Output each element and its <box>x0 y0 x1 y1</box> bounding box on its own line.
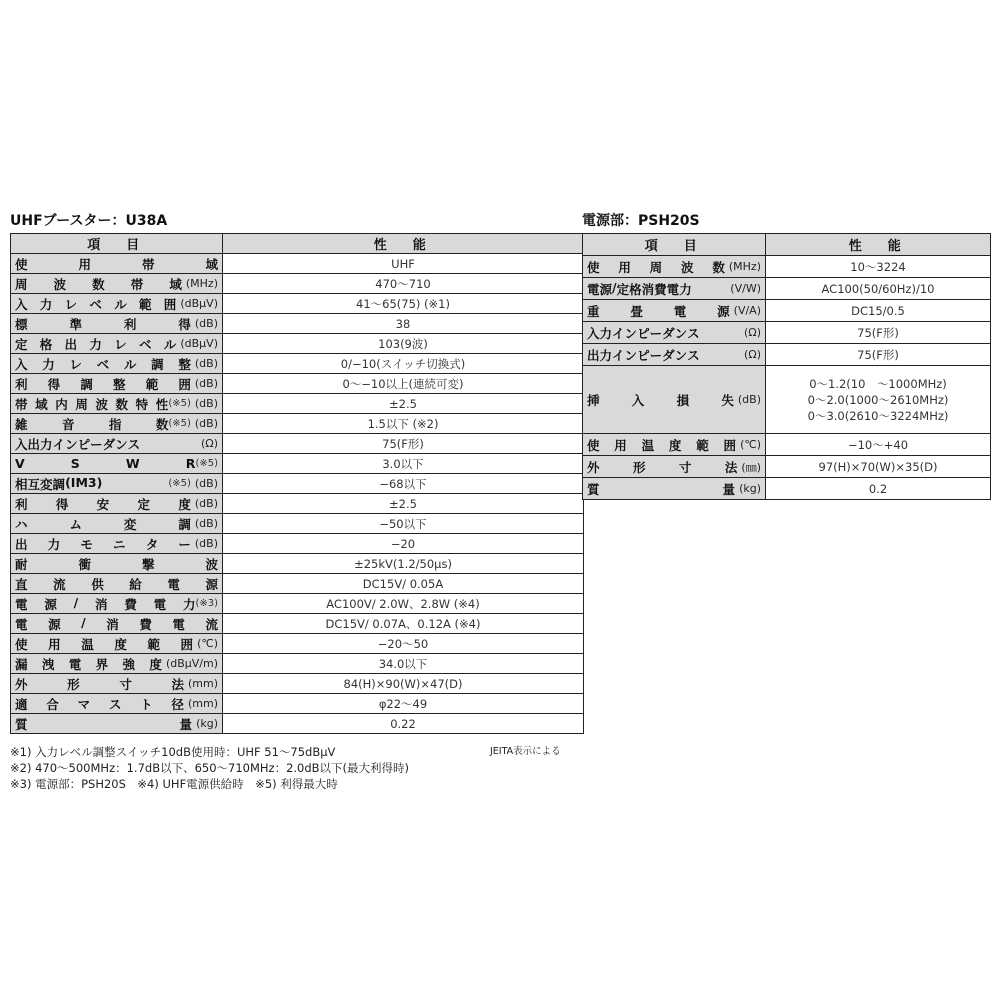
spec-label: 挿 入 損 失 <box>587 392 734 408</box>
table-header-row <box>11 234 584 254</box>
spec-unit: (Ω) <box>744 326 761 339</box>
spec-label-cell <box>11 354 223 374</box>
spec-label-cell <box>583 322 766 344</box>
psh20s-spec-table <box>582 233 991 500</box>
spec-label: 直 流 供 給 電 源 <box>15 576 218 592</box>
spec-value: 1.5以下 (※2) <box>223 414 584 434</box>
spec-label-cell <box>583 434 766 456</box>
spec-label-cell <box>11 314 223 334</box>
spec-label: 耐 衝 撃 波 <box>15 556 218 572</box>
table-row <box>11 274 584 294</box>
spec-label: 外 形 寸 法 <box>15 676 184 692</box>
spec-unit: (dB) <box>194 377 218 390</box>
table-row <box>11 714 584 734</box>
spec-unit: (dB) <box>737 393 761 406</box>
spec-unit: (dBµV/m) <box>165 657 218 670</box>
table-row <box>11 614 584 634</box>
table-row <box>11 634 584 654</box>
spec-value: −10〜+40 <box>766 434 991 456</box>
table-row <box>11 674 584 694</box>
table-row <box>11 414 584 434</box>
spec-label-cell <box>11 294 223 314</box>
spec-label: 電 源 / 定 格 消 費 電 力 <box>587 279 692 297</box>
spec-value: 75(F形) <box>223 434 584 454</box>
spec-label: 質 量 <box>587 481 736 497</box>
spec-unit: (mm) <box>187 697 218 710</box>
spec-label-cell <box>11 374 223 394</box>
table-row <box>583 456 991 478</box>
spec-label: 定 格 出 力 レ ベ ル <box>15 336 177 352</box>
spec-value: 0〜−10以上(連続可変) <box>223 374 584 394</box>
spec-unit: (Ω) <box>201 437 218 450</box>
table-row <box>583 322 991 344</box>
spec-label-cell <box>583 300 766 322</box>
spec-value <box>766 366 991 434</box>
spec-unit: (mm) <box>187 677 218 690</box>
spec-label: 入 力 レ ベ ル 範 囲 <box>15 296 177 312</box>
u38a-spec-table <box>10 233 584 734</box>
spec-unit: (V/A) <box>733 304 761 317</box>
spec-value: 3.0以下 <box>223 454 584 474</box>
spec-value: DC15/0.5 <box>766 300 991 322</box>
spec-label: 漏 洩 電 界 強 度 <box>15 656 162 672</box>
table-row <box>583 366 991 434</box>
spec-value: −20〜50 <box>223 634 584 654</box>
u38a-table-title: UHFブースター：U38A <box>10 213 168 229</box>
spec-unit: (dB) <box>194 397 218 410</box>
spec-value: 0.2 <box>766 478 991 500</box>
spec-label: 電 源 / 消 費 電 流 <box>15 614 218 632</box>
table-row <box>11 294 584 314</box>
spec-value: ±2.5 <box>223 494 584 514</box>
spec-label: 電 源 / 消 費 電 力 <box>15 594 196 612</box>
spec-label-cell <box>583 478 766 500</box>
spec-label: 相 互 変 調 ( I M 3 ) <box>15 474 103 492</box>
spec-value: AC100V/ 2.0W、2.8W (※4) <box>223 594 584 614</box>
spec-unit: (V/W) <box>730 282 761 295</box>
spec-value: 97(H)×70(W)×35(D) <box>766 456 991 478</box>
spec-unit: (Ω) <box>744 348 761 361</box>
spec-label-cell <box>583 456 766 478</box>
footnote-2: ※2) 470〜500MHz：1.7dB以下、650〜710MHz：2.0dB以下(最大利得時) <box>10 761 410 775</box>
spec-label-cell <box>11 574 223 594</box>
spec-unit: (dB) <box>194 417 218 430</box>
table-row <box>11 654 584 674</box>
header-value: 性 能 <box>766 234 991 256</box>
header-item: 項 目 <box>583 234 766 256</box>
spec-unit: (dB) <box>194 517 218 530</box>
spec-label-cell <box>11 394 223 414</box>
header-value: 性 能 <box>223 234 584 254</box>
table-row <box>583 300 991 322</box>
table-row <box>11 574 584 594</box>
table-row <box>11 374 584 394</box>
spec-value: AC100(50/60Hz)/10 <box>766 278 991 300</box>
spec-value: ±2.5 <box>223 394 584 414</box>
spec-footnote-ref: (※5) <box>168 418 191 429</box>
spec-value: 103(9波) <box>223 334 584 354</box>
spec-unit: (dBµV) <box>180 297 218 310</box>
table-row <box>11 534 584 554</box>
spec-label-cell <box>11 414 223 434</box>
spec-label: 適 合 マ ス ト 径 <box>15 696 184 712</box>
spec-label: 周 波 数 帯 域 <box>15 276 182 292</box>
spec-label-cell <box>11 454 223 474</box>
spec-unit: (℃) <box>740 438 761 451</box>
spec-label: 使 用 周 波 数 <box>587 259 725 275</box>
spec-unit: (MHz) <box>728 260 761 273</box>
table-row <box>11 454 584 474</box>
spec-label-cell <box>11 674 223 694</box>
spec-label-cell <box>583 366 766 434</box>
spec-value: UHF <box>223 254 584 274</box>
spec-label-cell <box>11 434 223 454</box>
spec-value: 0/−10(スイッチ切換式) <box>223 354 584 374</box>
spec-label-cell <box>583 278 766 300</box>
table-row <box>583 478 991 500</box>
spec-footnote-ref: (※5) <box>168 478 191 489</box>
spec-label: 質 量 <box>15 716 193 732</box>
footnote-3: ※3) 電源部：PSH20S ※4) UHF電源供給時 ※5) 利得最大時 <box>10 777 338 791</box>
spec-footnote-ref: (※5) <box>168 398 191 409</box>
table-header-row <box>583 234 991 256</box>
spec-label-cell <box>11 254 223 274</box>
table-row <box>11 434 584 454</box>
spec-label-cell <box>11 614 223 634</box>
table-row <box>11 394 584 414</box>
spec-label-cell <box>11 634 223 654</box>
spec-label-cell <box>583 256 766 278</box>
spec-value: 0.22 <box>223 714 584 734</box>
table-row <box>11 334 584 354</box>
spec-value: φ22〜49 <box>223 694 584 714</box>
spec-value: 10〜3224 <box>766 256 991 278</box>
spec-label: 外 形 寸 法 <box>587 459 738 475</box>
table-row <box>11 474 584 494</box>
table-row <box>11 594 584 614</box>
spec-unit: (dB) <box>194 537 218 550</box>
spec-label-cell <box>11 534 223 554</box>
spec-label-cell <box>583 344 766 366</box>
header-item: 項 目 <box>11 234 223 254</box>
spec-unit: (kg) <box>739 482 761 495</box>
spec-unit: (dB) <box>194 497 218 510</box>
spec-label: 帯 域 内 周 波 数 特 性 <box>15 396 169 412</box>
spec-label: 雑 音 指 数 <box>15 416 169 432</box>
spec-label: 出 力 モ ニ タ ー <box>15 536 191 552</box>
spec-label: 使 用 帯 域 <box>15 256 218 272</box>
spec-value: −50以下 <box>223 514 584 534</box>
table-row <box>11 694 584 714</box>
spec-value: 75(F形) <box>766 322 991 344</box>
spec-value: 38 <box>223 314 584 334</box>
spec-label-cell <box>11 334 223 354</box>
spec-label-cell <box>11 474 223 494</box>
spec-label-cell <box>11 514 223 534</box>
table-row <box>583 434 991 456</box>
spec-label: 利 得 調 整 範 囲 <box>15 376 191 392</box>
spec-footnote-ref: (※5) <box>195 458 218 469</box>
spec-label: ハ ム 変 調 <box>15 516 191 532</box>
spec-value: 84(H)×90(W)×47(D) <box>223 674 584 694</box>
table-row <box>11 494 584 514</box>
table-row <box>11 354 584 374</box>
spec-label: 標 準 利 得 <box>15 316 191 332</box>
spec-label: 入 力 イ ン ピ ー ダ ン ス <box>587 325 700 341</box>
spec-value: −20 <box>223 534 584 554</box>
spec-label-cell <box>11 274 223 294</box>
spec-label: V S W R <box>15 456 196 471</box>
spec-value-line: 0〜1.2(10 〜1000MHz) <box>809 376 947 391</box>
spec-label-cell <box>11 654 223 674</box>
spec-label-cell <box>11 594 223 614</box>
spec-unit: (dB) <box>194 477 218 490</box>
spec-value: 470〜710 <box>223 274 584 294</box>
spec-label-cell <box>11 694 223 714</box>
table-row <box>583 344 991 366</box>
spec-label-cell <box>11 494 223 514</box>
spec-unit: (dB) <box>194 317 218 330</box>
table-row <box>583 256 991 278</box>
spec-label: 使 用 温 度 範 囲 <box>15 636 194 652</box>
spec-label: 使 用 温 度 範 囲 <box>587 437 736 453</box>
psh20s-table-title: 電源部：PSH20S <box>582 213 700 229</box>
spec-label: 出 力 イ ン ピ ー ダ ン ス <box>587 347 700 363</box>
table-row <box>11 554 584 574</box>
spec-value: 34.0以下 <box>223 654 584 674</box>
spec-unit: (dB) <box>194 357 218 370</box>
spec-footnote-ref: (※3) <box>195 598 218 609</box>
spec-value: ±25kV(1.2/50µs) <box>223 554 584 574</box>
table-row <box>11 314 584 334</box>
table-row <box>583 278 991 300</box>
spec-value: −68以下 <box>223 474 584 494</box>
spec-value-line: 0〜2.0(1000〜2610MHz) <box>807 392 949 407</box>
spec-label: 入 出 力 イ ン ピ ー ダ ン ス <box>15 436 141 452</box>
spec-unit: (㎜) <box>741 460 761 474</box>
spec-value: 75(F形) <box>766 344 991 366</box>
spec-unit: (MHz) <box>185 277 218 290</box>
spec-unit: (℃) <box>197 637 218 650</box>
spec-label: 重 畳 電 源 <box>587 303 730 319</box>
spec-label: 利 得 安 定 度 <box>15 496 191 512</box>
spec-label-cell <box>11 714 223 734</box>
spec-label: 入 力 レ ベ ル 調 整 <box>15 356 191 372</box>
spec-value: 41〜65(75) (※1) <box>223 294 584 314</box>
spec-value: DC15V/ 0.05A <box>223 574 584 594</box>
spec-value-line: 0〜3.0(2610〜3224MHz) <box>807 408 949 423</box>
table-row <box>11 514 584 534</box>
spec-unit: (dBµV) <box>180 337 218 350</box>
spec-value: DC15V/ 0.07A、0.12A (※4) <box>223 614 584 634</box>
table-row <box>11 254 584 274</box>
spec-label-cell <box>11 554 223 574</box>
jeita-note: JEITA表示による <box>490 746 561 757</box>
footnote-1: ※1) 入力レベル調整スイッチ10dB使用時：UHF 51〜75dBµV <box>10 745 336 759</box>
spec-unit: (kg) <box>196 717 218 730</box>
